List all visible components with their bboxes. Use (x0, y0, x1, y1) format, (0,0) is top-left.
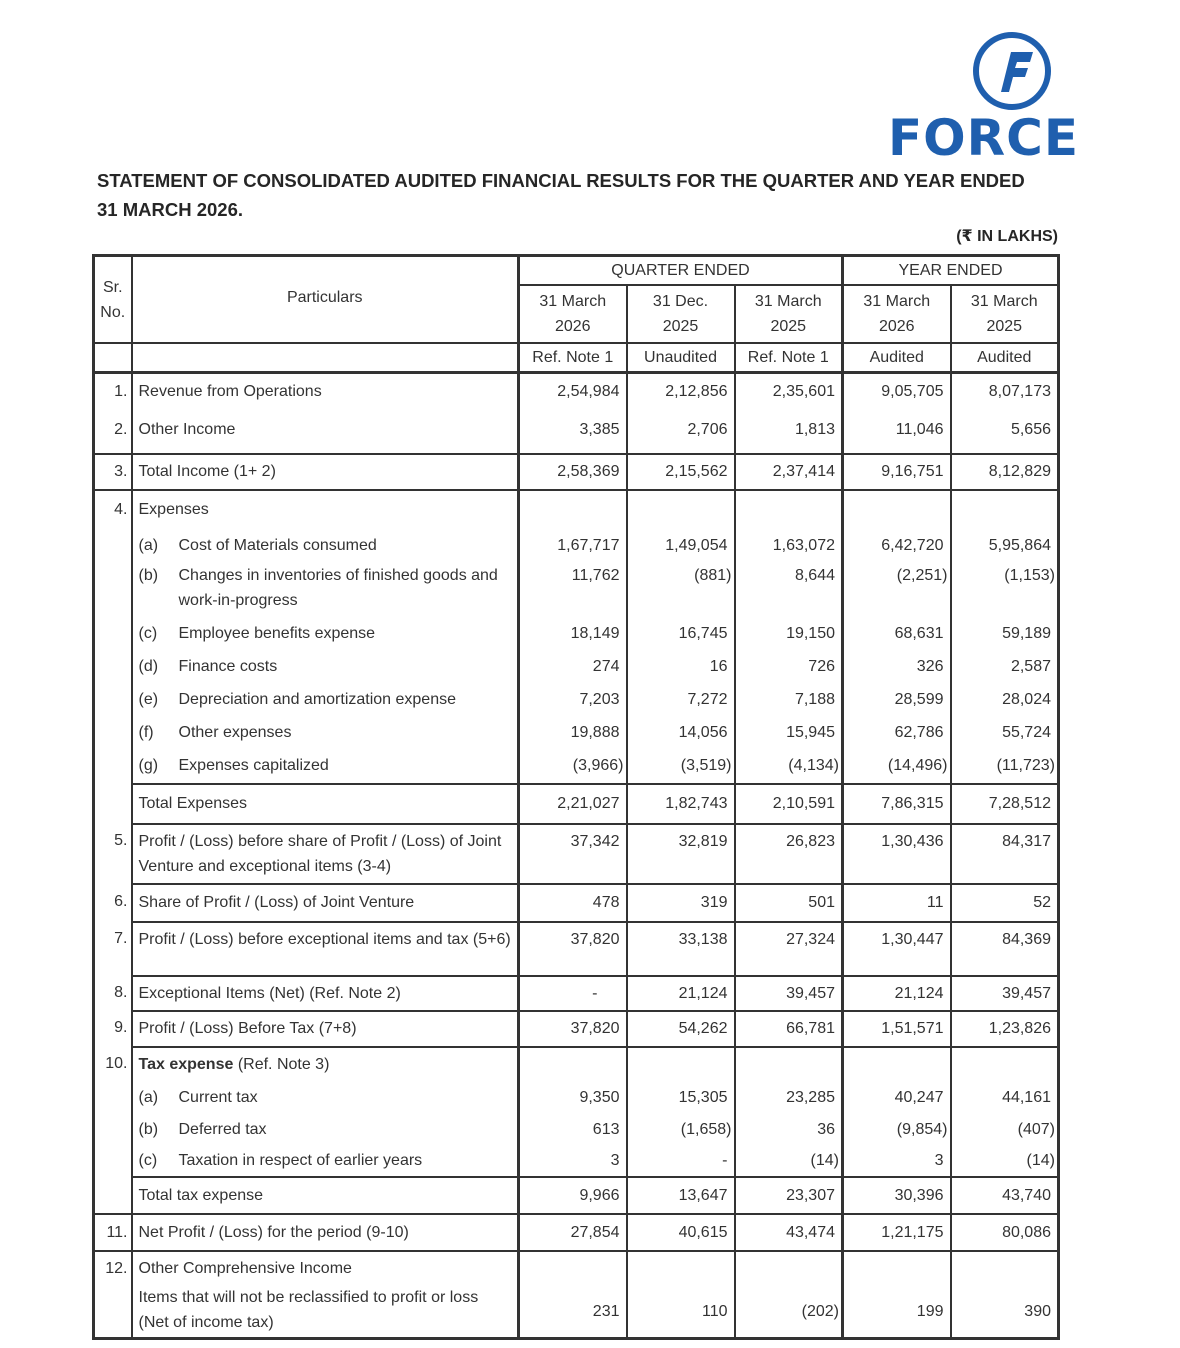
table-row-total-tax: Total tax expense 9,966 13,647 23,307 30,396 43,740 (94, 1177, 1059, 1214)
financial-results-table (92, 254, 1060, 1340)
table-row-depreciation: (e) Depreciation and amortization expense 7,203 7,272 7,188 28,599 28,024 (94, 683, 1059, 716)
audit-status-q1: Ref. Note 1 (519, 343, 627, 373)
company-logo (888, 30, 1133, 167)
header-col-q1: 31 March 2026 (519, 285, 627, 343)
table-row-oci-items: Items that will not be reclassified to profit or loss (Net of income tax) 231 110 (202) 199 390 (94, 1285, 1059, 1339)
logo-wordmark: FORCE (888, 109, 1080, 167)
header-particulars: Particulars (132, 256, 519, 344)
title-line-2: 31 MARCH 2026. (97, 199, 244, 220)
header-sr-line2: No. (100, 303, 126, 321)
table-row-total-expenses: Total Expenses 2,21,027 1,82,743 2,10,591 7,86,315 7,28,512 (94, 784, 1059, 824)
header-col-y1: 31 March 2026 (843, 285, 951, 343)
table-row-inventory-changes: (b) Changes in inventories of finished goods and work-in-progress 11,762 (881) 8,644 (2,251) (1,153) (94, 563, 1059, 617)
table-row-other-income: 2. Other Income 3,385 2,706 1,813 11,046 5,656 (94, 410, 1059, 454)
table-row-jv-share: 6. Share of Profit / (Loss) of Joint Venture 478 319 501 11 52 (94, 884, 1059, 922)
force-f-emblem-icon (971, 30, 1053, 112)
table-row-deferred-tax: (b) Deferred tax 613 (1,658) 36 (9,854) (407) (94, 1114, 1059, 1145)
table-row-exceptional-items: 8. Exceptional Items (Net) (Ref. Note 2) - 21,124 39,457 21,124 39,457 (94, 976, 1059, 1011)
table-row-net-profit: 11. Net Profit / (Loss) for the period (9-10) 27,854 40,615 43,474 1,21,175 80,086 (94, 1214, 1059, 1251)
header-col-q2: 31 Dec. 2025 (627, 285, 735, 343)
table-row-total-income: 3. Total Income (1+ 2) 2,58,369 2,15,562 2,37,414 9,16,751 8,12,829 (94, 454, 1059, 490)
header-year-ended: YEAR ENDED (843, 256, 1059, 286)
table-row-finance-costs: (d) Finance costs 274 16 726 326 2,587 (94, 650, 1059, 683)
header-row-audit-status (94, 343, 1059, 373)
table-row-employee-benefits: (c) Employee benefits expense 18,149 16,745 19,150 68,631 59,189 (94, 617, 1059, 650)
title-line-1: STATEMENT OF CONSOLIDATED AUDITED FINANCIAL RESULTS FOR THE QUARTER AND YEAR ENDED (97, 170, 1025, 191)
table-row-oci-heading: 12. Other Comprehensive Income (94, 1251, 1059, 1285)
table-row-earlier-years-tax: (c) Taxation in respect of earlier years 3 - (14) 3 (14) (94, 1145, 1059, 1177)
table-row-profit-before-exceptional: 7. Profit / (Loss) before exceptional items and tax (5+6) 37,820 33,138 27,324 1,30,447 84,369 (94, 922, 1059, 976)
audit-status-y2: Audited (951, 343, 1059, 373)
table-row-expenses-heading: 4. Expenses (94, 490, 1059, 529)
table-row-current-tax: (a) Current tax 9,350 15,305 23,285 40,247 44,161 (94, 1081, 1059, 1114)
table-row-profit-before-tax: 9. Profit / (Loss) Before Tax (7+8) 37,820 54,262 66,781 1,51,571 1,23,826 (94, 1011, 1059, 1047)
table-row-cost-materials: (a) Cost of Materials consumed 1,67,717 1,49,054 1,63,072 6,42,720 5,95,864 (94, 529, 1059, 563)
header-col-y2: 31 March 2025 (951, 285, 1059, 343)
audit-status-y1: Audited (843, 343, 951, 373)
table-row-profit-before-jv: 5. Profit / (Loss) before share of Profit / (Loss) of Joint Venture and exceptional items (3-4) 37,342 32,819 26,823 1,30,436 84,317 (94, 824, 1059, 884)
header-sr-line1: Sr. (102, 278, 123, 296)
table-row-expenses-capitalized: (g) Expenses capitalized (3,966) (3,519) (4,134) (14,496) (11,723) (94, 749, 1059, 784)
table-row-other-expenses: (f) Other expenses 19,888 14,056 15,945 62,786 55,724 (94, 716, 1059, 749)
header-sr-no (94, 256, 132, 344)
table-row-tax-expense-heading: 10. Tax expense (Ref. Note 3) (94, 1047, 1059, 1081)
audit-status-q2: Unaudited (627, 343, 735, 373)
header-row-groups (94, 256, 1059, 286)
header-quarter-ended: QUARTER ENDED (519, 256, 843, 286)
document-title (97, 166, 1057, 224)
table-row-revenue: 1. Revenue from Operations 2,54,984 2,12,856 2,35,601 9,05,705 8,07,173 (94, 373, 1059, 411)
audit-status-q3: Ref. Note 1 (735, 343, 843, 373)
currency-units-label: (₹ IN LAKHS) (956, 228, 1058, 245)
header-col-q3: 31 March 2025 (735, 285, 843, 343)
